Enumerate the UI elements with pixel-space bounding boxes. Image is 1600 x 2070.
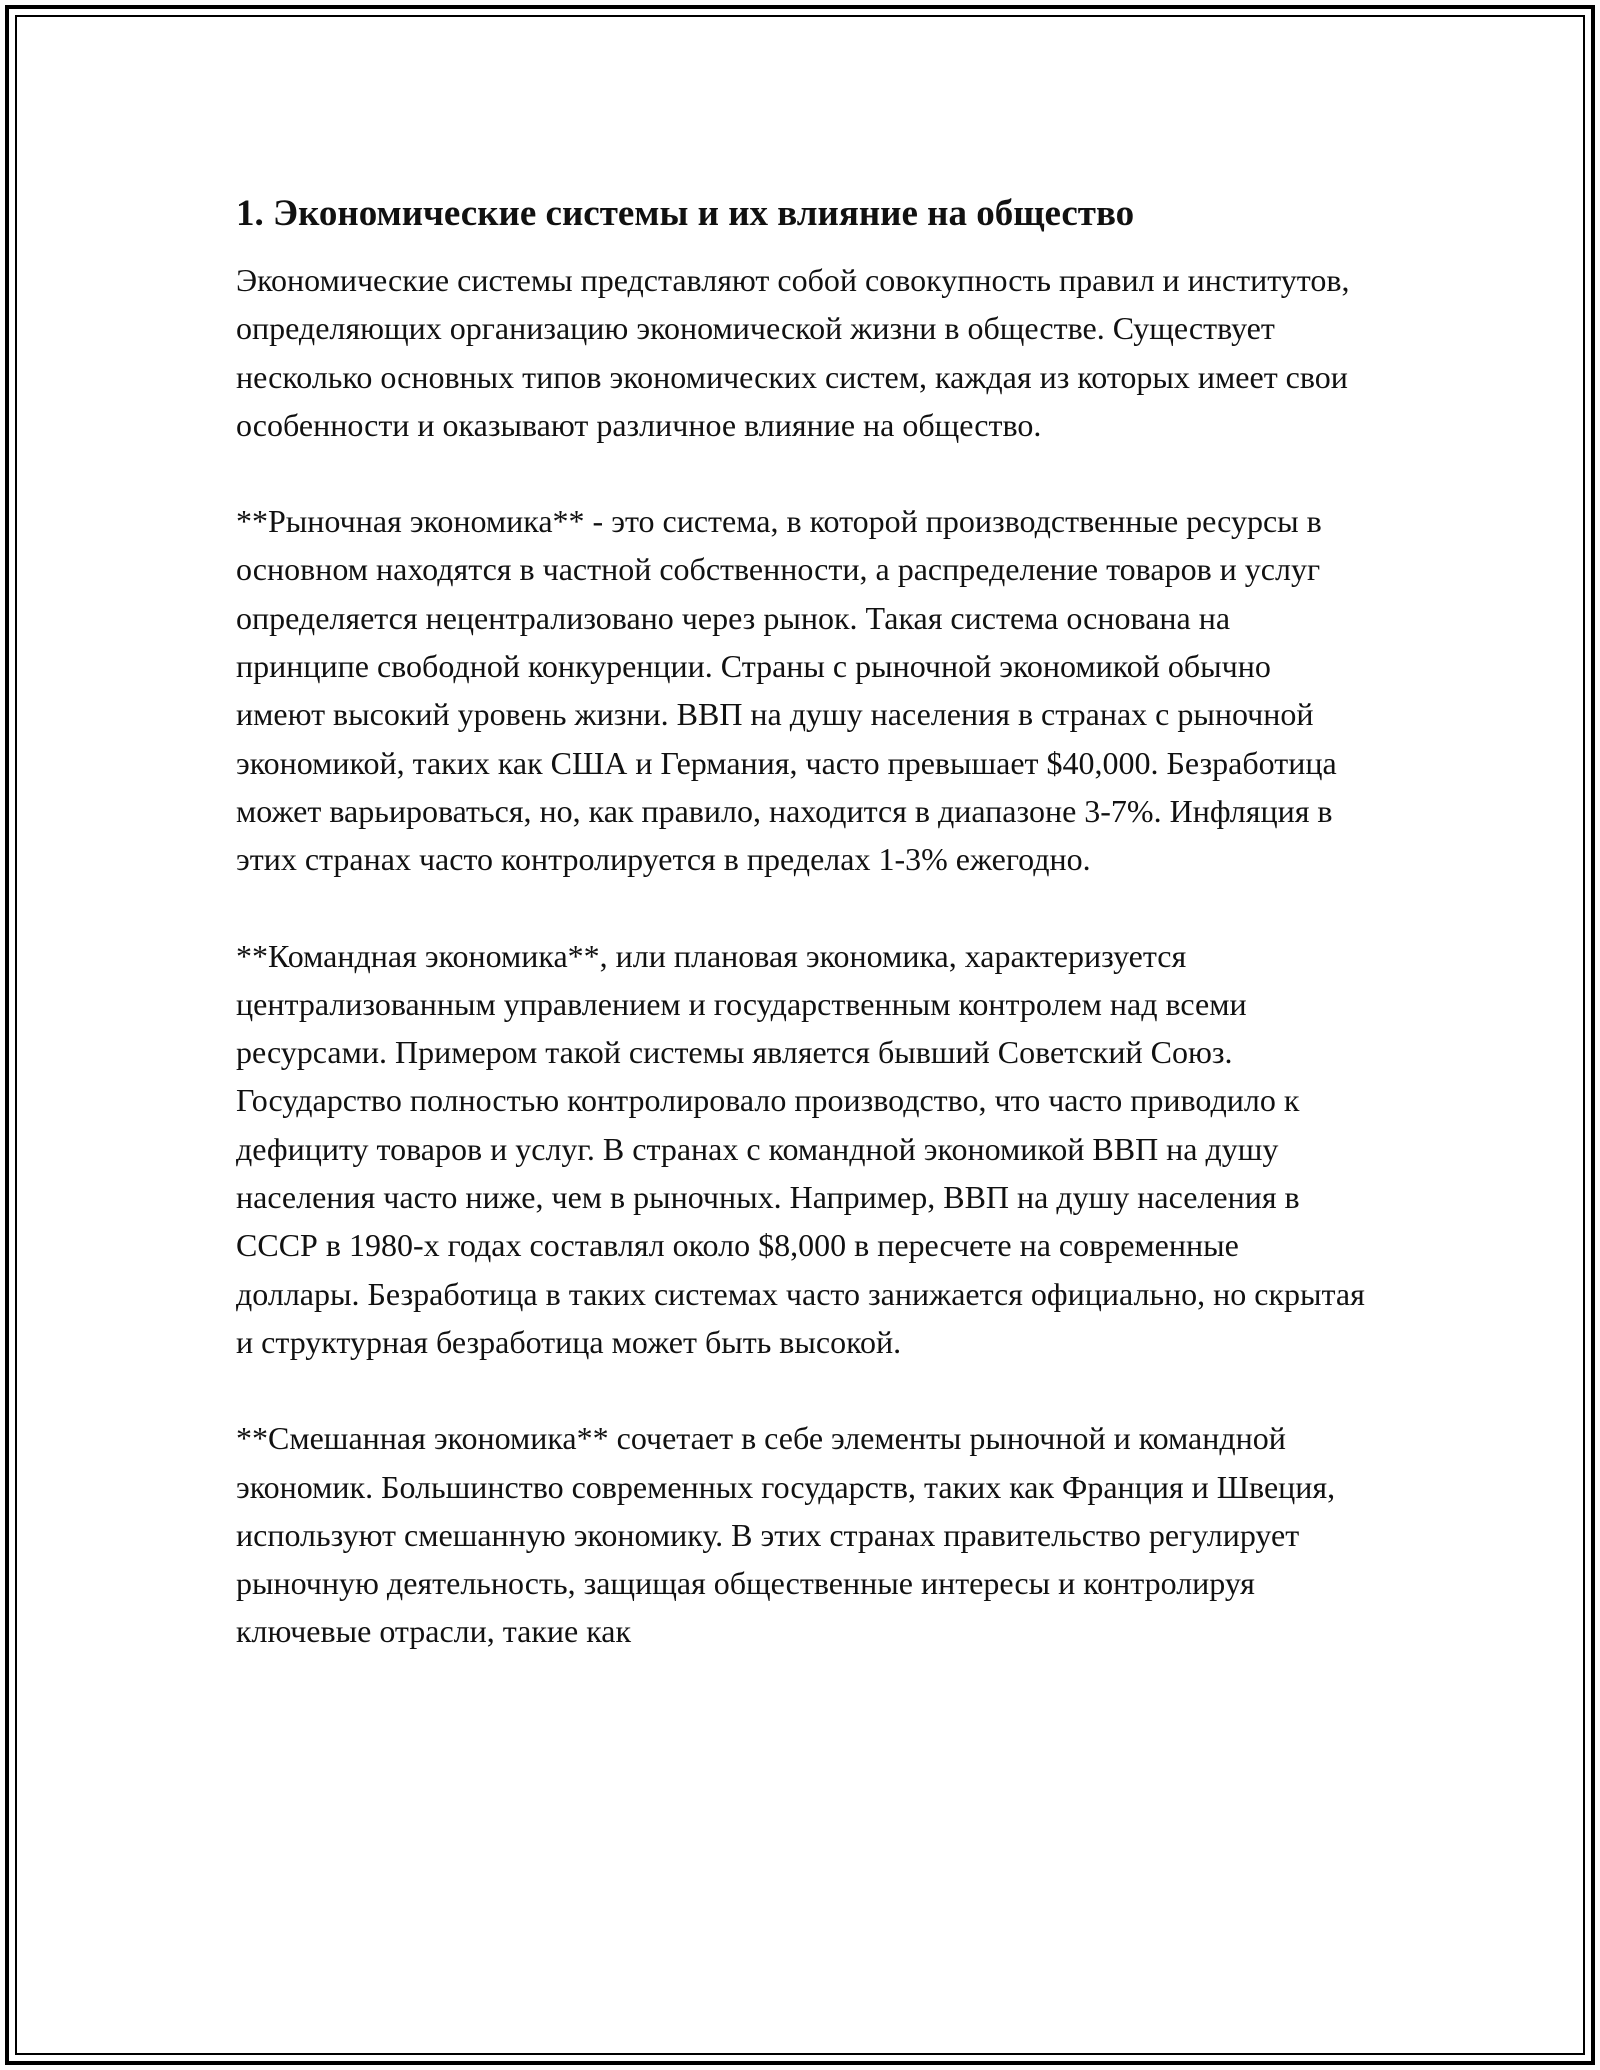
paragraph-intro: Экономические системы представляют собой совокупность правил и институтов, определяющих организацию экономической жизни в обществе. Существует несколько основных типов экономических систем, каждая из которых имеет свои особенности и оказывают различное влияние на общество. xyxy=(236,262,1350,443)
paragraph-mixed-economy: **Смешанная экономика** сочетает в себе элементы рыночной и командной экономик. Большинство современных государств, таких как Франция и Швеция, используют смешанную экономику. В этих странах правительство регулирует рыночную деятельность, защищая общественные интересы и контролируя ключевые отрасли, такие как xyxy=(236,1420,1336,1650)
section-heading: 1. Экономические системы и их влияние на общество xyxy=(236,193,1135,234)
paragraph-market-economy: **Рыночная экономика** - это система, в которой производственные ресурсы в основном находятся в частной собственности, а распределение товаров и услуг определяется нецентрализовано через рынок. Такая система основана на принципе свободной конкуренции. Страны с рыночной экономикой обычно имеют высокий уровень жизни. ВВП на душу населения в странах с рыночной экономикой, таких как США и Германия, часто превышает $40,000. Безработица может варьироваться, но, как правило, находится в диапазоне 3-7%. Инфляция в этих странах часто контролируется в пределах 1-3% ежегодно. xyxy=(236,503,1337,878)
document-body xyxy=(236,190,1366,1656)
paragraph-command-economy: **Командная экономика**, или плановая экономика, характеризуется централизованным управлением и государственным контролем над всеми ресурсами. Примером такой системы является бывший Советский Союз. Государство полностью контролировало производство, что часто приводило к дефициту товаров и услуг. В странах с командной экономикой ВВП на душу населения часто ниже, чем в рыночных. Например, ВВП на душу населения в СССР в 1980-х годах составлял около $8,000 в пересчете на современные доллары. Безработица в таких системах часто занижается официально, но скрытая и структурная безработица может быть высокой. xyxy=(236,937,1365,1360)
